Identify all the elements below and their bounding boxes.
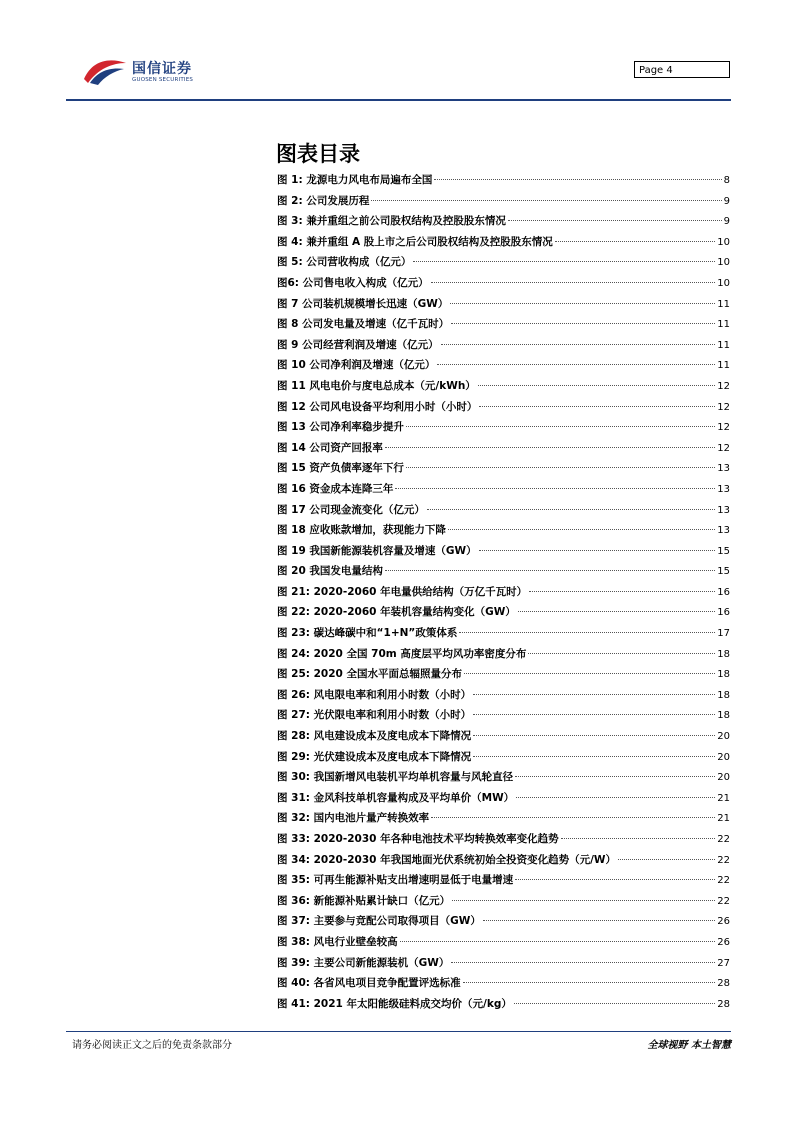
toc-entry-label: 图 3: 兼并重组之前公司股权结构及控股股东情况 (277, 215, 506, 228)
toc-entry-page: 22 (717, 895, 730, 907)
toc-dot-leader (431, 282, 716, 283)
toc-entry-page: 28 (717, 998, 730, 1010)
toc-dot-leader (473, 714, 715, 715)
toc-entry-page: 13 (717, 463, 730, 475)
toc-entry-page: 18 (717, 689, 730, 701)
toc-dot-leader (528, 653, 715, 654)
toc-entry-page: 21 (717, 813, 730, 825)
toc-dot-leader (561, 838, 716, 839)
toc-entry-label: 图 1: 龙源电力风电布局遍布全国 (277, 174, 433, 186)
toc-entry[interactable] (277, 481, 730, 502)
toc-entry[interactable] (277, 790, 730, 811)
toc-entry-page: 26 (717, 916, 730, 928)
figure-list (277, 172, 730, 1016)
toc-entry[interactable] (277, 728, 730, 749)
toc-entry-page: 13 (717, 483, 730, 495)
toc-entry-label: 图 25: 2020 全国水平面总辐照量分布 (277, 668, 463, 681)
toc-entry-page: 11 (717, 319, 730, 331)
toc-entry[interactable] (277, 563, 730, 584)
toc-entry-label: 图 37: 主要参与竞配公司取得项目（GW） (277, 915, 481, 928)
toc-entry-label: 图 32: 国内电池片量产转换效率 (277, 812, 430, 825)
toc-entry-page: 18 (717, 648, 730, 660)
toc-entry[interactable] (277, 460, 730, 481)
toc-entry-label: 图 15 资产负债率逐年下行 (277, 462, 404, 475)
toc-dot-leader (508, 220, 722, 221)
toc-entry[interactable] (277, 625, 730, 646)
toc-entry-label: 图 30: 我国新增风电装机平均单机容量与风轮直径 (277, 771, 514, 784)
toc-entry[interactable] (277, 955, 730, 976)
toc-entry-page: 11 (717, 360, 730, 372)
toc-entry[interactable] (277, 831, 730, 852)
toc-entry-page: 18 (717, 669, 730, 681)
toc-entry-page: 8 (723, 175, 730, 186)
toc-entry-label: 图 33: 2020-2030 年各种电池技术平均转换效率变化趋势 (277, 833, 559, 845)
toc-entry-page: 11 (717, 298, 730, 310)
toc-dot-leader (427, 509, 715, 510)
toc-entry-page: 20 (717, 731, 730, 743)
toc-entry-label: 图 29: 光伏建设成本及度电成本下降情况 (277, 750, 472, 763)
header-divider (66, 99, 731, 101)
toc-entry[interactable] (277, 913, 730, 934)
toc-dot-leader (406, 426, 715, 427)
toc-dot-leader (441, 344, 716, 345)
toc-entry-label: 图 12 公司风电设备平均利用小时（小时） (277, 400, 478, 413)
toc-entry-label: 图 41: 2021 年太阳能级硅料成交均价（元/kg） (277, 997, 512, 1010)
company-logo (82, 55, 202, 87)
toc-entry-label: 图 34: 2020-2030 年我国地面光伏系统初始全投资变化趋势（元/W） (277, 853, 616, 866)
toc-dot-leader (413, 261, 715, 262)
toc-entry-page: 10 (717, 257, 730, 269)
toc-entry-page: 17 (717, 628, 730, 640)
toc-entry-page: 28 (717, 978, 730, 990)
toc-entry-label: 图 38: 风电行业壁垒较高 (277, 935, 398, 948)
toc-entry-page: 9 (723, 195, 730, 207)
toc-dot-leader (459, 632, 715, 633)
toc-dot-leader (516, 797, 715, 798)
toc-dot-leader (483, 920, 715, 921)
toc-entry-page: 16 (717, 586, 730, 598)
toc-entry[interactable] (277, 193, 730, 214)
toc-dot-leader (395, 488, 715, 489)
toc-entry-page: 12 (717, 401, 730, 413)
toc-entry[interactable] (277, 522, 730, 543)
toc-entry-label: 图 24: 2020 全国 70m 高度层平均风功率密度分布 (277, 647, 527, 660)
toc-dot-leader (371, 200, 721, 201)
toc-entry[interactable] (277, 337, 730, 358)
toc-dot-leader (464, 673, 715, 674)
toc-entry[interactable] (277, 213, 730, 234)
toc-dot-leader (473, 735, 715, 736)
logo-text-cn: 国信证券 (132, 61, 192, 77)
toc-entry[interactable] (277, 604, 730, 625)
toc-entry-page: 16 (717, 607, 730, 619)
toc-entry-page: 12 (717, 422, 730, 434)
toc-dot-leader (450, 303, 715, 304)
toc-dot-leader (515, 879, 715, 880)
toc-entry[interactable] (277, 234, 730, 255)
toc-dot-leader (478, 385, 715, 386)
toc-entry-label: 图 40: 各省风电项目竞争配置评选标准 (277, 977, 461, 990)
toc-dot-leader (518, 611, 715, 612)
toc-entry-label: 图 4: 兼并重组 A 股上市之后公司股权结构及控股股东情况 (277, 235, 553, 248)
toc-entry-label: 图 22: 2020-2060 年装机容量结构变化（GW） (277, 606, 516, 619)
toc-entry[interactable] (277, 584, 730, 605)
toc-entry-label: 图 39: 主要公司新能源装机（GW） (277, 956, 450, 969)
toc-entry-page: 10 (717, 277, 730, 289)
toc-entry-page: 10 (717, 236, 730, 248)
toc-entry[interactable] (277, 357, 730, 378)
toc-entry-label: 图 17 公司现金流变化（亿元） (277, 503, 425, 516)
toc-dot-leader (451, 323, 715, 324)
toc-entry-page: 13 (717, 525, 730, 537)
toc-entry[interactable] (277, 707, 730, 728)
toc-entry-page: 22 (717, 875, 730, 887)
toc-dot-leader (479, 406, 715, 407)
toc-dot-leader (385, 570, 715, 571)
toc-dot-leader (463, 982, 716, 983)
toc-entry-page: 20 (717, 751, 730, 763)
toc-entry-label: 图 16 资金成本连降三年 (277, 482, 394, 495)
toc-entry[interactable] (277, 378, 730, 399)
toc-entry-label: 图 11 风电电价与度电总成本（元/kWh） (277, 379, 476, 392)
toc-entry-page: 26 (717, 936, 730, 948)
toc-entry-label: 图 5: 公司营收构成（亿元） (277, 256, 412, 269)
toc-entry-label: 图 31: 金风科技单机容量构成及平均单价（MW） (277, 791, 515, 804)
toc-dot-leader (514, 1003, 715, 1004)
toc-dot-leader (452, 900, 715, 901)
toc-entry[interactable] (277, 975, 730, 996)
toc-entry[interactable] (277, 316, 730, 337)
toc-entry-label: 图 35: 可再生能源补贴支出增速明显低于电量增速 (277, 874, 514, 887)
toc-entry[interactable] (277, 254, 730, 275)
toc-entry[interactable] (277, 502, 730, 523)
toc-entry[interactable] (277, 687, 730, 708)
toc-dot-leader (400, 941, 716, 942)
toc-dot-leader (555, 241, 716, 242)
toc-entry[interactable] (277, 296, 730, 317)
toc-entry[interactable] (277, 810, 730, 831)
toc-title: 图表目录 (276, 142, 360, 166)
toc-entry-page: 9 (723, 216, 730, 228)
toc-dot-leader (473, 756, 715, 757)
toc-entry-page: 11 (717, 339, 730, 351)
toc-dot-leader (434, 179, 721, 180)
toc-dot-leader (406, 467, 715, 468)
footer-divider (66, 1031, 731, 1032)
toc-entry-page: 22 (717, 834, 730, 845)
toc-entry[interactable] (277, 893, 730, 914)
toc-entry-page: 18 (717, 710, 730, 722)
toc-dot-leader (431, 817, 715, 818)
toc-entry[interactable] (277, 172, 730, 193)
toc-entry[interactable] (277, 543, 730, 564)
logo-text-en: GUOSEN SECURITIES (132, 77, 194, 83)
toc-entry-label: 图 23: 碳达峰碳中和“1+N”政策体系 (277, 627, 458, 640)
toc-dot-leader (385, 447, 715, 448)
toc-entry[interactable] (277, 419, 730, 440)
toc-entry-page: 12 (717, 442, 730, 454)
toc-entry-page: 20 (717, 772, 730, 784)
toc-entry-label: 图 8 公司发电量及增速（亿千瓦时） (277, 318, 450, 331)
toc-entry[interactable] (277, 996, 730, 1017)
toc-entry[interactable] (277, 749, 730, 770)
toc-entry-page: 13 (717, 504, 730, 516)
toc-entry[interactable] (277, 934, 730, 955)
toc-entry-page: 12 (717, 380, 730, 392)
page-number: Page 4 (634, 61, 730, 78)
toc-dot-leader (618, 859, 715, 860)
toc-entry-page: 22 (717, 854, 730, 866)
toc-entry-label: 图 19 我国新能源装机容量及增速（GW） (277, 544, 477, 557)
toc-entry-page: 15 (717, 545, 730, 557)
toc-dot-leader (473, 694, 715, 695)
guosen-logo-icon (82, 57, 128, 85)
toc-entry-label: 图 10 公司净利润及增速（亿元） (277, 359, 436, 372)
toc-entry-page: 15 (717, 566, 730, 578)
toc-entry-label: 图 26: 风电限电率和利用小时数（小时） (277, 688, 472, 701)
slogan: 全球视野 本土智慧 (647, 1040, 731, 1051)
toc-dot-leader (451, 962, 715, 963)
toc-dot-leader (437, 364, 715, 365)
toc-entry-label: 图 7 公司装机规模增长迅速（GW） (277, 297, 449, 310)
toc-entry[interactable] (277, 852, 730, 873)
toc-dot-leader (448, 529, 715, 530)
toc-entry-page: 27 (717, 957, 730, 969)
toc-entry-label: 图 36: 新能源补贴累计缺口（亿元） (277, 894, 451, 907)
toc-entry[interactable] (277, 275, 730, 296)
toc-entry-label: 图 20 我国发电量结构 (277, 565, 383, 578)
toc-entry-label: 图 2: 公司发展历程 (277, 194, 370, 207)
toc-entry-label: 图 28: 风电建设成本及度电成本下降情况 (277, 730, 472, 743)
toc-entry-label: 图 13 公司净利率稳步提升 (277, 421, 404, 434)
toc-entry-label: 图6: 公司售电收入构成（亿元） (277, 276, 429, 289)
toc-entry[interactable] (277, 769, 730, 790)
toc-entry[interactable] (277, 440, 730, 461)
toc-entry-page: 21 (717, 792, 730, 804)
toc-entry-label: 图 14 公司资产回报率 (277, 441, 383, 454)
toc-dot-leader (479, 550, 716, 551)
toc-dot-leader (515, 776, 715, 777)
toc-entry[interactable] (277, 646, 730, 667)
toc-dot-leader (529, 591, 715, 592)
toc-entry[interactable] (277, 399, 730, 420)
toc-entry-label: 图 27: 光伏限电率和利用小时数（小时） (277, 709, 472, 722)
disclaimer-note: 请务必阅读正文之后的免责条款部分 (72, 1040, 232, 1051)
toc-entry[interactable] (277, 872, 730, 893)
toc-entry-label: 图 18 应收账款增加，获现能力下降 (277, 524, 446, 537)
toc-entry-label: 图 21: 2020-2060 年电量供给结构（万亿千瓦时） (277, 585, 528, 598)
toc-entry[interactable] (277, 666, 730, 687)
toc-entry-label: 图 9 公司经营利润及增速（亿元） (277, 338, 439, 351)
